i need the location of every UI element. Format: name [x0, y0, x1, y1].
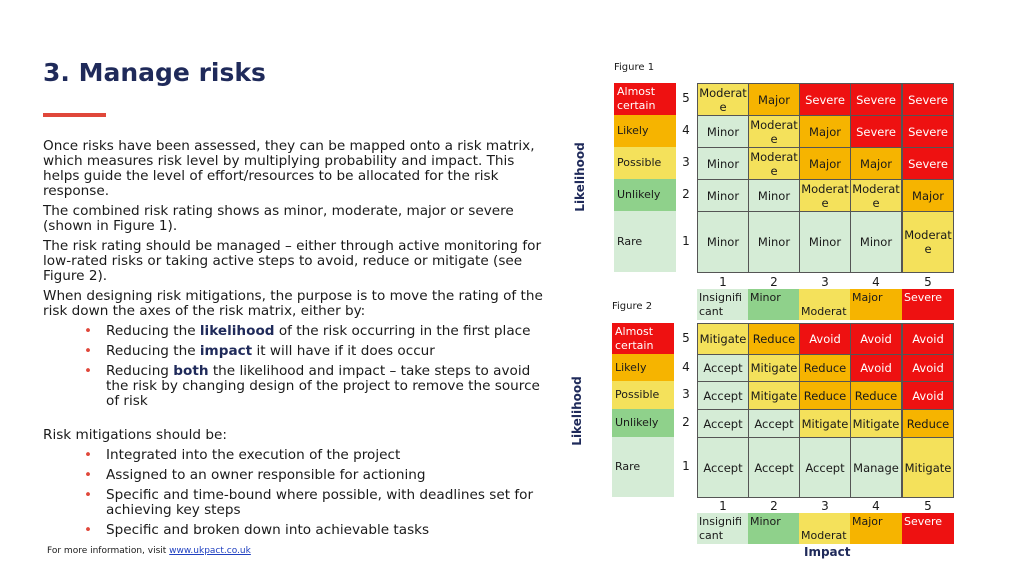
footer: [47, 546, 251, 556]
figure1-column-label: Moderat: [799, 289, 851, 320]
list-item: • Specific and broken down into achievable tasks: [106, 523, 543, 538]
figure2-matrix-cell: Mitigate: [748, 381, 800, 410]
figure2-matrix-cell: Mitigate: [902, 437, 954, 498]
figure1-column-number: 5: [924, 275, 932, 289]
figure2-matrix-cell: Accept: [748, 409, 800, 438]
figure1-matrix-cell: Minor: [799, 211, 851, 273]
figure1-matrix-cell: Minor: [697, 211, 749, 273]
figure1-matrix-cell: Severe: [799, 83, 851, 116]
figure2-column-number: 2: [770, 499, 778, 513]
emphasis-impact: impact: [199, 343, 253, 359]
figure1-row-label: Rare: [614, 211, 676, 272]
figure2-row-number: 4: [682, 359, 690, 374]
paragraph: The risk rating should be managed – either through active monitoring for low-rated risks or taking active steps to avoid, reduce or mitigate (see Figure 2).: [43, 238, 542, 284]
figure2-column-label: Major: [850, 513, 902, 544]
figure2-matrix-cell: Accept: [697, 381, 749, 410]
figure2-matrix-cell: Mitigate: [697, 323, 749, 355]
figure1-row-label: Almost certain: [614, 83, 676, 115]
figure2-matrix-cell: Mitigate: [799, 409, 851, 438]
figure2-matrix-cell: Accept: [799, 437, 851, 498]
figure2-column-label: Insignificant: [697, 513, 749, 544]
figure1-row-number: 1: [682, 233, 690, 248]
footer-link[interactable]: www.ukpact.co.uk: [169, 546, 251, 556]
figure1-matrix-cell: Major: [799, 115, 851, 148]
figure1-matrix-cell: Moderate: [748, 115, 800, 148]
figure2-row-label: Rare: [612, 437, 674, 497]
figure1-matrix-cell: Severe: [902, 147, 954, 180]
list-item: • Reducing both the likelihood and impact – take steps to avoid the risk by changing design of the project to remove the source of risk: [106, 364, 543, 409]
figure1-matrix-cell: Minor: [697, 147, 749, 180]
page-title: 3. Manage risks: [43, 58, 266, 87]
title-underline: [43, 113, 106, 117]
figure2-row-number: 5: [682, 330, 690, 345]
list-item: • Assigned to an owner responsible for actioning: [106, 468, 543, 483]
figure1-y-axis-label: Likelihood: [573, 142, 587, 212]
figure2-row-number: 1: [682, 459, 690, 473]
figure1-matrix-cell: Moderate: [748, 147, 800, 180]
mitigations-heading: Risk mitigations should be:: [43, 427, 227, 443]
figure1-row-label: Likely: [614, 115, 676, 147]
footer-text: For more information, visit: [47, 546, 170, 556]
figure1-caption: Figure 1: [614, 62, 655, 73]
figure2-row-label: Likely: [612, 354, 674, 381]
figure2-matrix-cell: Accept: [697, 409, 749, 438]
figure2-caption: Figure 2: [612, 301, 653, 312]
figure2-column-number: 1: [719, 499, 727, 513]
emphasis-both: both: [173, 363, 209, 379]
figure1-matrix-cell: Severe: [850, 83, 902, 116]
figure2-row-label: Almost certain: [612, 323, 674, 354]
emphasis-likelihood: likelihood: [199, 323, 275, 339]
figure1-matrix-cell: Major: [799, 147, 851, 180]
figure2-column-label: Severe: [902, 513, 954, 544]
figure2-matrix-cell: Manage: [850, 437, 902, 498]
figure2-row-label: Unlikely: [612, 409, 674, 437]
paragraph: When designing risk mitigations, the purpose is to move the rating of the risk down the axes of the risk matrix, either by:: [43, 288, 543, 319]
figure1-matrix-cell: Minor: [748, 179, 800, 212]
figure2-matrix-cell: Avoid: [902, 354, 954, 382]
figure2-matrix-cell: Accept: [697, 437, 749, 498]
list-item: • Reducing the likelihood of the risk occurring in the first place: [106, 324, 543, 339]
figure2-matrix-cell: Accept: [697, 354, 749, 382]
body-text: [43, 139, 543, 543]
figure1-column-number: 3: [821, 275, 829, 289]
figure1-matrix-cell: Moderate: [902, 211, 954, 273]
figure1-column-number: 1: [719, 275, 727, 289]
figure2-column-label: Minor: [748, 513, 800, 544]
figure2-column-number: 5: [924, 499, 932, 513]
figure2-matrix-cell: Accept: [748, 437, 800, 498]
figure2-matrix-cell: Mitigate: [850, 409, 902, 438]
figure1-column-label: Minor: [748, 289, 800, 320]
figure1-row-number: 5: [682, 91, 690, 105]
figure1-matrix-cell: Major: [902, 179, 954, 212]
figure1-matrix-cell: Major: [850, 147, 902, 180]
figure2-matrix-cell: Reduce: [748, 323, 800, 355]
figure1-matrix-cell: Severe: [902, 115, 954, 148]
figure1-column-number: 2: [770, 275, 778, 289]
figure2-matrix-cell: Reduce: [799, 381, 851, 410]
figure2-matrix-cell: Mitigate: [748, 354, 800, 382]
figure2-column-number: 3: [821, 499, 829, 513]
figure1-matrix-cell: Minor: [697, 115, 749, 148]
figure2-y-axis-label: Likelihood: [570, 376, 584, 446]
figure2-matrix-cell: Avoid: [850, 323, 902, 355]
figure2-row-number: 2: [682, 415, 690, 429]
figure1-matrix-cell: Moderate: [697, 83, 749, 116]
figure1-column-label: Insignificant: [697, 289, 749, 320]
figure1-row-label: Unlikely: [614, 179, 676, 211]
figure2-column-label: Moderat: [799, 513, 851, 544]
figure1-column-number: 4: [872, 275, 880, 289]
risk-reduction-list: [43, 324, 543, 409]
figure2-matrix-cell: Reduce: [850, 381, 902, 410]
figure2-matrix-cell: Avoid: [902, 381, 954, 410]
figure1-matrix-cell: Moderate: [799, 179, 851, 212]
figure2-row-label: Possible: [612, 381, 674, 409]
figure2-column-number: 4: [872, 499, 880, 513]
figure1-matrix-cell: Major: [748, 83, 800, 116]
figure1-row-number: 4: [682, 123, 690, 137]
figure1-matrix-cell: Severe: [902, 83, 954, 116]
figure1-row-number: 3: [682, 155, 690, 169]
paragraph: Once risks have been assessed, they can be mapped onto a risk matrix, which measures risk level by multiplying probability and impact. This helps guide the level of effort/resources to be allocated for the risk response.: [43, 138, 535, 199]
figure2-matrix-cell: Reduce: [902, 409, 954, 438]
figure1-column-label: Major: [850, 289, 902, 320]
figure1-column-label: Severe: [902, 289, 954, 320]
figure1-matrix-cell: Moderate: [850, 179, 902, 212]
figure1-row-number: 2: [682, 187, 690, 201]
mitigations-list: [43, 448, 543, 538]
list-item: • Reducing the impact it will have if it does occur: [106, 344, 543, 359]
list-item: • Integrated into the execution of the project: [106, 448, 543, 463]
figure2-matrix-cell: Reduce: [799, 354, 851, 382]
figure1-row-label: Possible: [614, 147, 676, 179]
figure1-matrix-cell: Minor: [697, 179, 749, 212]
figure2-matrix-cell: Avoid: [850, 354, 902, 382]
figure1-matrix-cell: Minor: [748, 211, 800, 273]
figure2-row-number: 3: [682, 387, 690, 401]
figure2-x-axis-label: Impact: [804, 545, 851, 559]
list-item: • Specific and time-bound where possible, with deadlines set for achieving key steps: [106, 488, 543, 518]
figure2-matrix-cell: Avoid: [799, 323, 851, 355]
figure2-matrix-cell: Avoid: [902, 323, 954, 355]
paragraph: The combined risk rating shows as minor, moderate, major or severe (shown in Figure 1).: [43, 203, 514, 234]
figure1-matrix-cell: Severe: [850, 115, 902, 148]
figure1-matrix-cell: Minor: [850, 211, 902, 273]
